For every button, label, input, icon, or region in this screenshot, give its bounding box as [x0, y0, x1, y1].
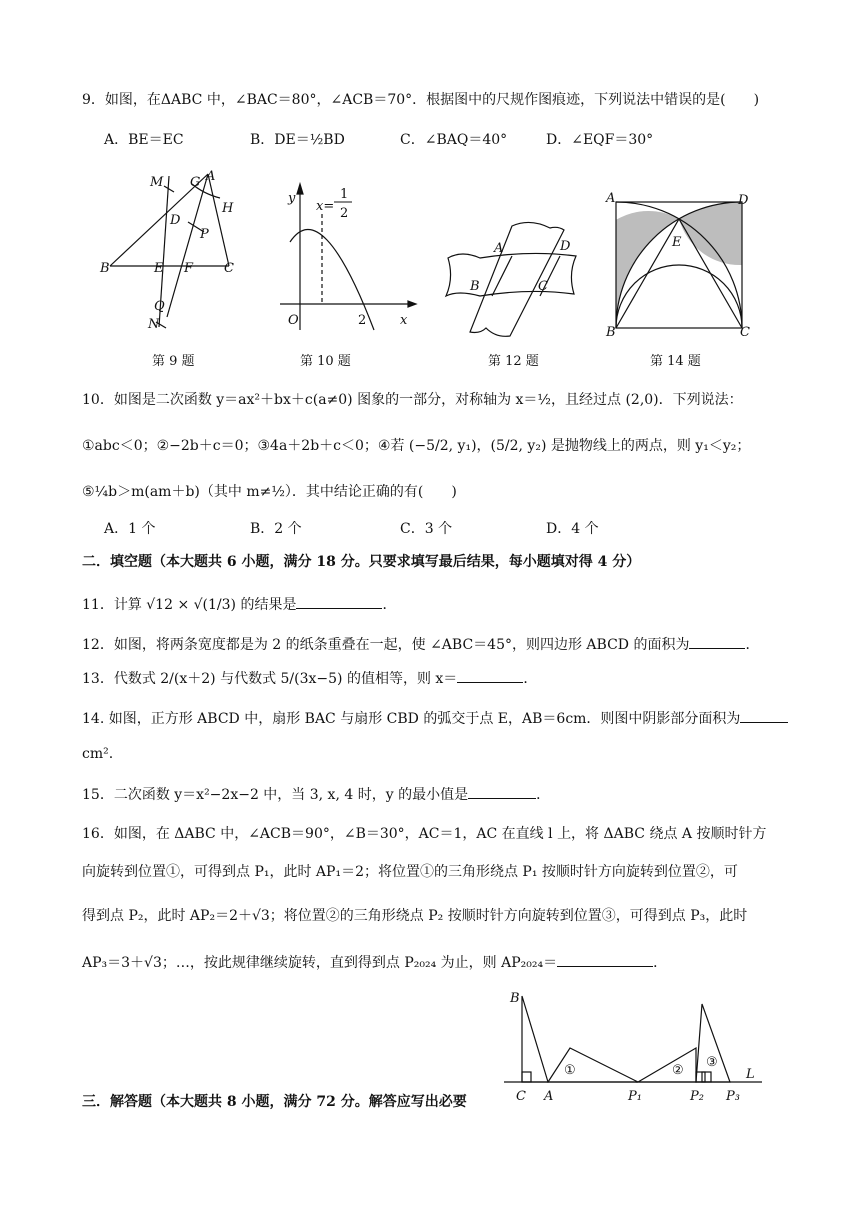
- q10-line3: ⑤¼b＞m(am＋b)（其中 m≠½）．其中结论正确的有( ): [82, 484, 457, 500]
- fig9-label-p: P: [200, 227, 209, 242]
- fig16-label-p1: P₁: [628, 1089, 642, 1104]
- figure-12: [440, 220, 582, 340]
- q16: AP₃＝3＋√3；…，按此规律继续旋转，直到得到点 P₂₀₂₄ 为止，则 AP₂₀₂₄＝ ．: [82, 952, 667, 973]
- fig14-label-a: A: [606, 191, 616, 206]
- q16-answer-blank[interactable]: [557, 952, 653, 967]
- q11: 11．计算 √12 × √(1/3) 的结果是 ．: [82, 594, 396, 615]
- q15-answer-blank[interactable]: [468, 784, 536, 799]
- q10-option-d: D．4 个: [546, 521, 599, 537]
- q10-line2: ①abc＜0；②−2b＋c＝0；③4a＋2b＋c＜0；④若 (−5/2, y₁)，(5/2, y₂) 是抛物线上的两点，则 y₁＜y₂；: [82, 438, 751, 454]
- q13-text: 13．代数式 2/(x＋2) 与代数式 5/(3x−5) 的值相等，则 x＝: [82, 671, 458, 687]
- fig9-label-e: E: [154, 261, 164, 276]
- q9-option-d: D．∠EQF＝30°: [546, 132, 654, 148]
- fig14-label-e: E: [672, 235, 682, 250]
- fig9-label-f: F: [184, 261, 194, 276]
- fig16-position-1: ①: [564, 1063, 576, 1078]
- fig9-caption: 第 9 题: [152, 354, 195, 369]
- q13-answer-blank[interactable]: [457, 668, 523, 683]
- q10-option-b: B．2 个: [250, 521, 302, 537]
- fig16-label-b: B: [510, 991, 520, 1006]
- fig9-label-m: M: [150, 175, 164, 190]
- q14-unit: cm².: [82, 746, 114, 762]
- figure-14: [604, 190, 754, 340]
- fig12-label-c: C: [538, 279, 548, 294]
- q14: [82, 708, 788, 729]
- q12: 12．如图，将两条宽度都是为 2 的纸条重叠在一起，使 ∠ABC＝45°，则四边形 ABCD 的面积为 ．: [82, 634, 759, 655]
- fig10-label-o: O: [288, 313, 299, 328]
- section-3-heading: 三．解答题（本大题共 8 小题，满分 72 分。解答应写出必要: [82, 1094, 467, 1110]
- q9-stem: 9．如图，在ΔABC 中，∠BAC＝80°，∠ACB＝70°．根据图中的尺规作图痕迹，下列说法中错误的是( ): [82, 92, 760, 108]
- fig9-label-g: G: [190, 175, 201, 190]
- q10-option-c: C．3 个: [400, 521, 453, 537]
- fig14-label-d: D: [738, 193, 749, 208]
- fig10-label-y: y: [288, 191, 296, 206]
- fig16-position-2: ②: [672, 1063, 684, 1078]
- q12-answer-blank[interactable]: [689, 634, 745, 649]
- q13: 13．代数式 2/(x＋2) 与代数式 5/(3x−5) 的值相等，则 x＝ ．: [82, 668, 537, 689]
- q12-text: 12．如图，将两条宽度都是为 2 的纸条重叠在一起，使 ∠ABC＝45°，则四边形 ABCD 的面积为: [82, 637, 690, 653]
- fig14-label-c: C: [740, 325, 750, 340]
- q16-line3: 得到点 P₂，此时 AP₂＝2＋√3；将位置②的三角形绕点 P₂ 按顺时针方向旋转到位置③，可得到点 P₃，此时: [82, 908, 748, 924]
- q14-text: 14. 如图，正方形 ABCD 中，扇形 BAC 与扇形 CBD 的弧交于点 E，AB＝6cm．则图中阴影部分面积为: [82, 711, 741, 727]
- q16-line2: 向旋转到位置①，可得到点 P₁，此时 AP₁＝2；将位置①的三角形绕点 P₁ 按顺时针方向旋转到位置②，可: [82, 864, 738, 880]
- q15: 15．二次函数 y＝x²−2x−2 中，当 3, x, 4 时，y 的最小值是 ．: [82, 784, 550, 805]
- q9-option-a: A．BE＝EC: [104, 132, 184, 148]
- q11-answer-blank[interactable]: [296, 594, 382, 609]
- fig9-label-q: Q: [154, 299, 165, 314]
- fig16-label-l: L: [746, 1067, 755, 1082]
- q14-answer-blank[interactable]: [740, 708, 788, 723]
- figure-16: [500, 986, 770, 1104]
- fig9-label-a: A: [206, 169, 216, 184]
- section-2-heading: 二．填空题（本大题共 6 小题，满分 18 分。只要求填写最后结果，每小题填对得 4 分）: [82, 554, 641, 570]
- fig9-label-n: N: [148, 317, 160, 332]
- fig9-label-c: C: [224, 261, 234, 276]
- q9-option-b: B．DE＝½BD: [250, 132, 345, 148]
- figure-10: [272, 180, 420, 332]
- fig16-position-3: ③: [706, 1055, 718, 1070]
- fig12-label-a: A: [494, 241, 504, 256]
- q9-option-c: C．∠BAQ＝40°: [400, 132, 508, 148]
- fig12-label-d: D: [560, 239, 571, 254]
- fig16-label-a: A: [544, 1089, 554, 1104]
- fig10-label-1: 1: [340, 187, 349, 202]
- fig14-caption: 第 14 题: [650, 354, 701, 369]
- q15-text: 15．二次函数 y＝x²−2x−2 中，当 3, x, 4 时，y 的最小值是: [82, 787, 469, 803]
- fig10-label-2: 2: [358, 313, 367, 328]
- figure-9: [92, 162, 242, 334]
- q11-text: 11．计算 √12 × √(1/3) 的结果是: [82, 597, 297, 613]
- fig10-label-x-eq: x=: [316, 199, 335, 214]
- q10-option-a: A．1 个: [104, 521, 156, 537]
- fig16-label-c: C: [516, 1089, 526, 1104]
- q10-line1: 10．如图是二次函数 y＝ax²＋bx＋c(a≠0) 图象的一部分，对称轴为 x＝½，且经过点 (2,0)．下列说法：: [82, 392, 743, 408]
- fig12-caption: 第 12 题: [488, 354, 539, 369]
- fig10-caption: 第 10 题: [300, 354, 351, 369]
- fig16-label-p3: P₃: [726, 1089, 740, 1104]
- q16-line4: AP₃＝3＋√3；…，按此规律继续旋转，直到得到点 P₂₀₂₄ 为止，则 AP₂₀₂₄＝: [82, 955, 558, 971]
- fig9-label-h: H: [222, 201, 234, 216]
- fig10-label-x: x: [400, 313, 408, 328]
- fig14-label-b: B: [606, 325, 616, 340]
- fig9-label-b: B: [100, 261, 110, 276]
- fig9-label-d: D: [170, 213, 181, 228]
- q16-line1: 16．如图，在 ΔABC 中，∠ACB＝90°，∠B＝30°，AC＝1，AC 在直线 l 上，将 ΔABC 绕点 A 按顺时针方: [82, 826, 767, 842]
- fig10-label-2top: 2: [340, 206, 349, 221]
- fig16-label-p2: P₂: [690, 1089, 704, 1104]
- fig12-label-b: B: [470, 279, 480, 294]
